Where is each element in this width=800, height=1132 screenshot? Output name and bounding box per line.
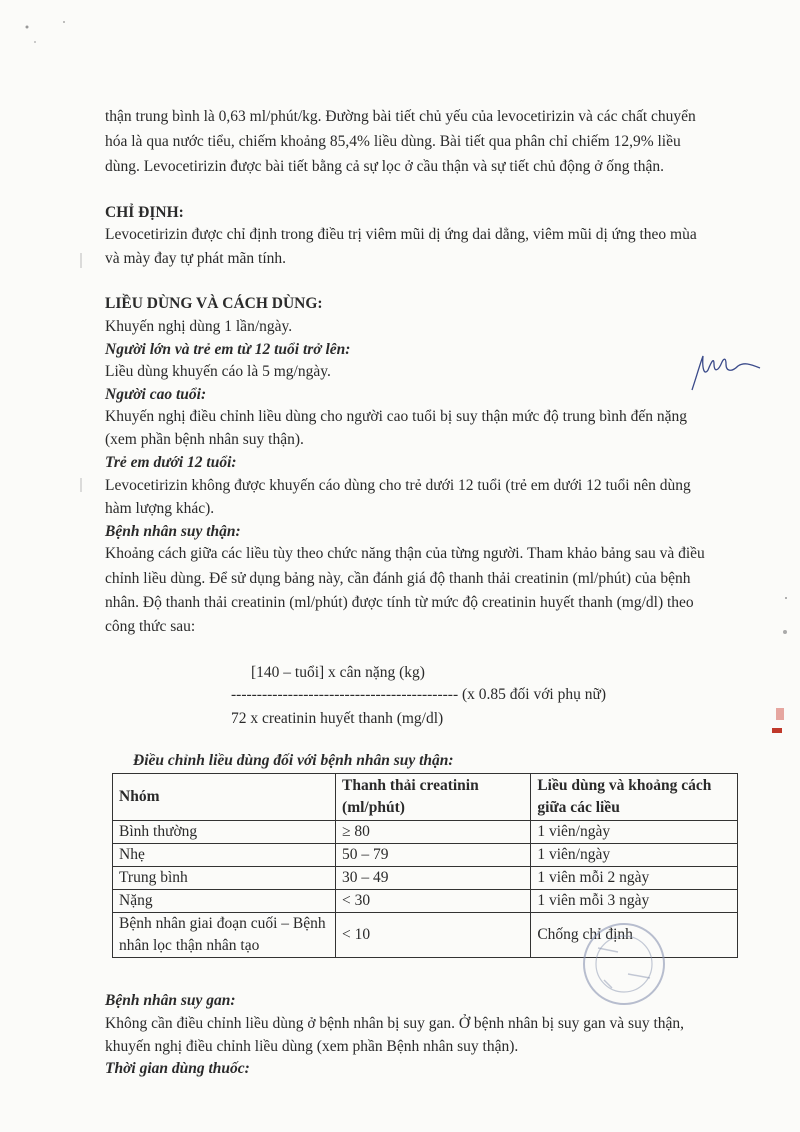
- cell-dose: 1 viên/ngày: [531, 844, 738, 867]
- dosage-general: Khuyến nghị dùng 1 lần/ngày.: [105, 318, 293, 335]
- cell-clearance: < 30: [336, 890, 531, 913]
- renal-line-2: chỉnh liều dùng. Để sử dụng bảng này, cần đánh giá độ thanh thải creatinin (ml/phút) của bệnh: [105, 570, 691, 587]
- elderly-line-1: Khuyến nghị điều chỉnh liều dùng cho người cao tuổi bị suy thận mức độ trung bình đến nặng: [105, 408, 688, 425]
- formula-divider: -------------------------------------------- (x 0.85 đối với phụ nữ): [231, 686, 607, 703]
- table-header-row: [113, 774, 738, 821]
- cell-dose: 1 viên mỗi 2 ngày: [531, 867, 738, 890]
- elderly-line-2: (xem phần bệnh nhân suy thận).: [105, 431, 304, 448]
- cell-group: Trung bình: [113, 867, 336, 890]
- cell-group: Bệnh nhân giai đoạn cuối – Bệnh nhân lọc thận nhân tạo: [113, 913, 336, 958]
- intro-line-1: thận trung bình là 0,63 ml/phút/kg. Đường bài tiết chủ yếu của levocetirizin và các chất chuyển: [105, 108, 696, 125]
- indication-line-1: Levocetirizin được chỉ định trong điều trị viêm mũi dị ứng dai dẳng, viêm mũi dị ứng theo mùa: [105, 226, 697, 243]
- cell-clearance: 30 – 49: [336, 867, 531, 890]
- indication-heading: CHỈ ĐỊNH:: [105, 204, 184, 221]
- hepatic-line-2: khuyến nghị điều chỉnh liều dùng (xem phần Bệnh nhân suy thận).: [105, 1038, 519, 1055]
- cell-dose: Chống chỉ định: [531, 913, 738, 958]
- table-row: [113, 890, 738, 913]
- header-group: Nhóm: [113, 774, 336, 821]
- adults-heading: Người lớn và trẻ em từ 12 tuổi trở lên:: [105, 341, 351, 358]
- cell-dose: 1 viên/ngày: [531, 821, 738, 844]
- hepatic-heading: Bệnh nhân suy gan:: [105, 992, 236, 1009]
- renal-line-1: Khoảng cách giữa các liều tùy theo chức năng thận của từng người. Tham khảo bảng sau và điều: [105, 545, 705, 562]
- header-dose: Liều dùng và khoảng cách giữa các liều: [531, 774, 738, 821]
- formula-denominator: 72 x creatinin huyết thanh (mg/dl): [231, 710, 444, 727]
- intro-line-3: dùng. Levocetirizin được bài tiết bằng cả sự lọc ở cầu thận và sự tiết chủ động ở ống thận.: [105, 158, 664, 175]
- renal-heading: Bệnh nhân suy thận:: [105, 523, 241, 540]
- cell-dose: 1 viên mỗi 3 ngày: [531, 890, 738, 913]
- formula-numerator: [140 – tuổi] x cân nặng (kg): [251, 664, 425, 681]
- adults-text: Liều dùng khuyến cáo là 5 mg/ngày.: [105, 363, 331, 380]
- table-caption: Điều chỉnh liều dùng đối với bệnh nhân suy thận:: [133, 752, 454, 769]
- table-row: [113, 844, 738, 867]
- cell-group: Bình thường: [113, 821, 336, 844]
- signature: [688, 350, 768, 395]
- cell-group: Nặng: [113, 890, 336, 913]
- dosage-heading: LIỀU DÙNG VÀ CÁCH DÙNG:: [105, 295, 323, 312]
- company-stamp: [578, 918, 670, 1010]
- children-line-1: Levocetirizin không được khuyến cáo dùng cho trẻ dưới 12 tuổi (trẻ em dưới 12 tuổi nên dùng: [105, 477, 691, 494]
- table-row: [113, 821, 738, 844]
- cell-clearance: 50 – 79: [336, 844, 531, 867]
- children-line-2: hàm lượng khác).: [105, 500, 215, 517]
- hepatic-line-1: Không cần điều chỉnh liều dùng ở bệnh nhân bị suy gan. Ở bệnh nhân bị suy gan và suy thận,: [105, 1015, 685, 1032]
- intro-line-2: hóa là qua nước tiểu, chiếm khoảng 85,4% liều dùng. Bài tiết qua phân chỉ chiếm 12,9% liều: [105, 133, 681, 150]
- indication-line-2: và mày đay tự phát mãn tính.: [105, 250, 287, 267]
- cell-group: Nhẹ: [113, 844, 336, 867]
- renal-line-3: nhân. Độ thanh thải creatinin (ml/phút) được tính từ mức độ creatinin huyết thanh (mg/dl) theo: [105, 594, 694, 611]
- duration-heading: Thời gian dùng thuốc:: [105, 1060, 250, 1077]
- header-clearance: Thanh thải creatinin (ml/phút): [336, 774, 531, 821]
- elderly-heading: Người cao tuổi:: [105, 386, 207, 403]
- children-heading: Trẻ em dưới 12 tuổi:: [105, 454, 237, 471]
- cell-clearance: ≥ 80: [336, 821, 531, 844]
- renal-line-4: công thức sau:: [105, 618, 196, 635]
- cell-clearance: < 10: [336, 913, 531, 958]
- table-row: [113, 867, 738, 890]
